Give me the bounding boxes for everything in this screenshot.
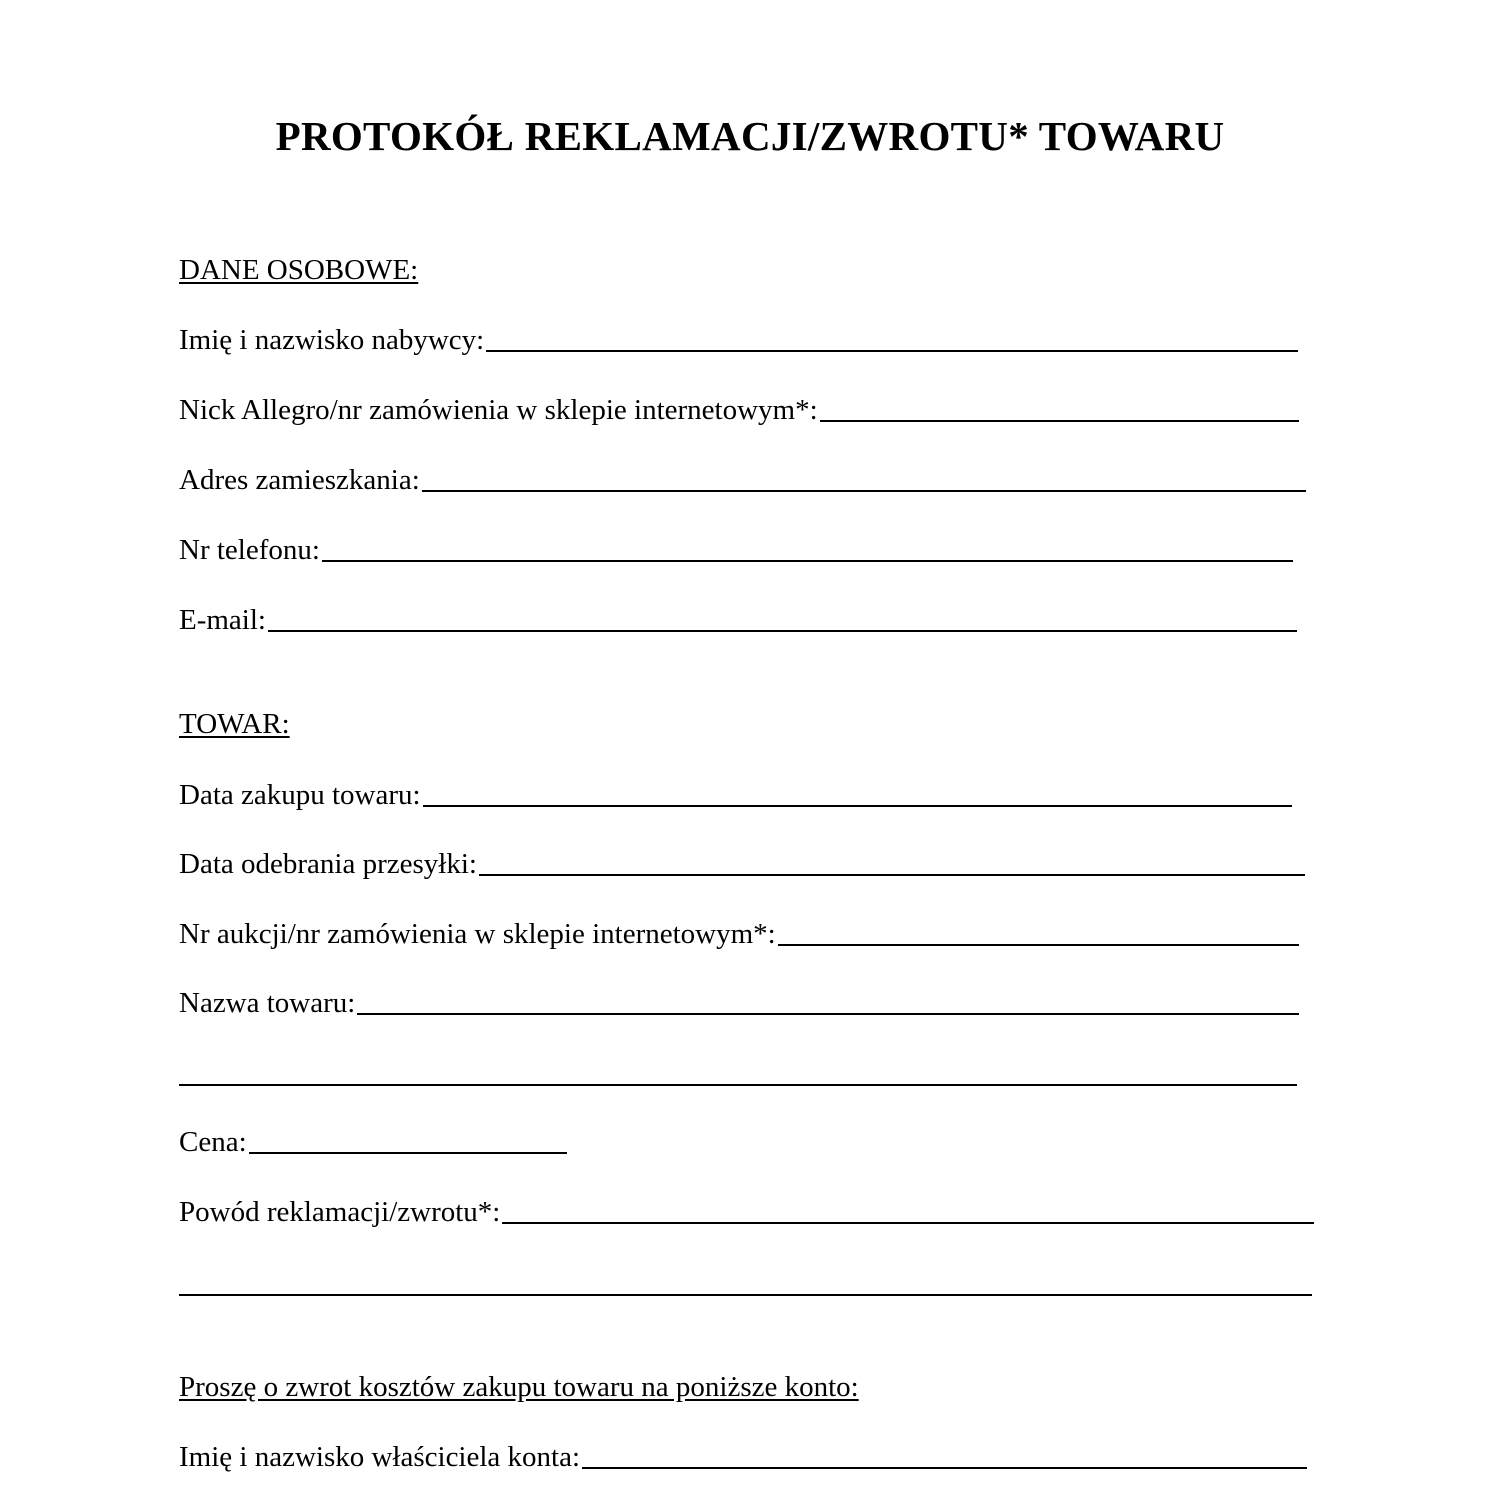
purchase-date-field[interactable]	[179, 779, 1292, 812]
reason-label: Powód reklamacji/zwrotu*:	[179, 1196, 501, 1228]
account-owner-label: Imię i nazwisko właściciela konta:	[179, 1441, 581, 1473]
receipt-date-input-line[interactable]	[479, 874, 1305, 876]
purchase-date-input-line[interactable]	[423, 805, 1292, 807]
email-label: E-mail:	[179, 604, 266, 636]
account-owner-field[interactable]	[179, 1441, 1307, 1474]
nick-order-label: Nick Allegro/nr zamówienia w sklepie internetowym*:	[179, 394, 818, 426]
address-field[interactable]	[179, 464, 1306, 497]
phone-input-line[interactable]	[322, 560, 1293, 562]
phone-field[interactable]	[179, 534, 1293, 567]
reason-input-line[interactable]	[502, 1222, 1314, 1224]
price-label: Cena:	[179, 1126, 247, 1158]
section-product: TOWAR:	[179, 708, 290, 740]
section-refund: Proszę o zwrot kosztów zakupu towaru na poniższe konto:	[179, 1371, 859, 1403]
account-owner-input-line[interactable]	[582, 1467, 1307, 1469]
address-label: Adres zamieszkania:	[179, 464, 420, 496]
auction-order-label: Nr aukcji/nr zamówienia w sklepie internetowym*:	[179, 918, 776, 950]
price-field[interactable]	[179, 1126, 567, 1159]
document-title: PROTOKÓŁ REKLAMACJI/ZWROTU* TOWARU	[275, 113, 1225, 159]
reason-field[interactable]	[179, 1196, 1314, 1229]
product-name-label: Nazwa towaru:	[179, 987, 356, 1019]
nick-order-field[interactable]	[179, 394, 1299, 427]
buyer-name-field[interactable]	[179, 324, 1298, 357]
product-name-continuation-line[interactable]	[179, 1084, 1297, 1086]
purchase-date-label: Data zakupu towaru:	[179, 779, 421, 811]
section-personal-data: DANE OSOBOWE:	[179, 254, 419, 286]
auction-order-input-line[interactable]	[778, 944, 1299, 946]
product-name-input-line[interactable]	[357, 1013, 1299, 1015]
address-input-line[interactable]	[422, 490, 1306, 492]
buyer-name-label: Imię i nazwisko nabywcy:	[179, 324, 485, 356]
receipt-date-field[interactable]	[179, 848, 1305, 881]
price-input-line[interactable]	[249, 1152, 567, 1154]
email-input-line[interactable]	[268, 630, 1297, 632]
auction-order-field[interactable]	[179, 918, 1299, 951]
nick-order-input-line[interactable]	[820, 420, 1299, 422]
email-field[interactable]	[179, 604, 1297, 637]
buyer-name-input-line[interactable]	[486, 350, 1298, 352]
receipt-date-label: Data odebrania przesyłki:	[179, 848, 477, 880]
phone-label: Nr telefonu:	[179, 534, 320, 566]
product-name-field[interactable]	[179, 987, 1299, 1020]
reason-continuation-line[interactable]	[179, 1294, 1312, 1296]
